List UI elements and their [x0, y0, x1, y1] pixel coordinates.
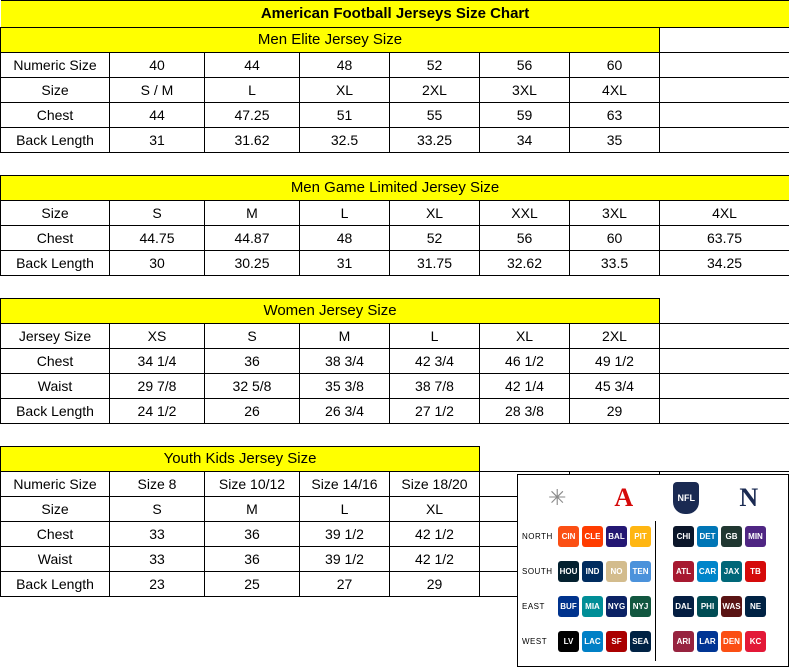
table-cell: 36 — [205, 349, 300, 374]
table-cell: Size 10/12 — [205, 472, 300, 497]
team-logo-icon: NE — [745, 596, 766, 617]
team-logo-icon: LV — [558, 631, 579, 652]
row-label: Size — [1, 497, 110, 522]
division-rows — [518, 519, 788, 659]
table-row — [1, 251, 789, 276]
table-cell: 63.75 — [660, 226, 789, 251]
table-cell: XL — [390, 201, 480, 226]
logo-header-row — [518, 475, 788, 519]
spacer-cell — [1, 276, 789, 299]
table-cell: 55 — [390, 103, 480, 128]
table-cell: XXL — [480, 201, 570, 226]
section-heading-row — [1, 28, 789, 53]
division-row — [522, 624, 784, 659]
section-spacer — [1, 424, 789, 447]
table-cell: M — [300, 324, 390, 349]
team-logo-icon: CAR — [697, 561, 718, 582]
team-group-nfc — [673, 596, 784, 617]
team-logo-icon: DEN — [721, 631, 742, 652]
table-cell: 49 1/2 — [570, 349, 660, 374]
team-logo-icon: LAC — [582, 631, 603, 652]
table-row — [1, 349, 789, 374]
team-logo-icon: BAL — [606, 526, 627, 547]
table-cell: 3XL — [570, 201, 660, 226]
table-row — [1, 53, 789, 78]
table-row — [1, 324, 789, 349]
division-label: SOUTH — [522, 567, 553, 576]
team-logo-icon: SEA — [630, 631, 651, 652]
blank-cell — [570, 447, 660, 472]
table-cell: 2XL — [570, 324, 660, 349]
table-cell: 35 3/8 — [300, 374, 390, 399]
row-label: Numeric Size — [1, 472, 110, 497]
table-cell: 38 7/8 — [390, 374, 480, 399]
team-logo-icon: KC — [745, 631, 766, 652]
spacer-cell — [1, 424, 789, 447]
table-cell: Size 14/16 — [300, 472, 390, 497]
team-logo-icon: PHI — [697, 596, 718, 617]
table-cell: 39 1/2 — [300, 547, 390, 572]
team-logo-icon: HOU — [558, 561, 579, 582]
table-cell: 33.5 — [570, 251, 660, 276]
table-cell: M — [205, 201, 300, 226]
division-label: WEST — [522, 637, 548, 646]
table-cell: S — [110, 201, 205, 226]
table-cell: 44.75 — [110, 226, 205, 251]
table-cell: 31 — [110, 128, 205, 153]
table-cell: L — [300, 497, 390, 522]
table-cell: 32.5 — [300, 128, 390, 153]
team-logo-icon: DET — [697, 526, 718, 547]
table-cell: Size 18/20 — [390, 472, 480, 497]
table-cell: 29 — [390, 572, 480, 597]
row-label: Waist — [1, 547, 110, 572]
row-label: Size — [1, 201, 110, 226]
row-label: Size — [1, 78, 110, 103]
table-cell: 47.25 — [205, 103, 300, 128]
empty-table-cell — [660, 374, 789, 399]
table-cell: 42 3/4 — [390, 349, 480, 374]
table-cell: 23 — [110, 572, 205, 597]
team-group-nfc — [673, 561, 784, 582]
table-cell: 38 3/4 — [300, 349, 390, 374]
team-group-nfc — [673, 526, 784, 547]
row-label: Back Length — [1, 399, 110, 424]
table-row — [1, 103, 789, 128]
table-cell: 2XL — [390, 78, 480, 103]
table-cell: Size 8 — [110, 472, 205, 497]
table-cell: 34 1/4 — [110, 349, 205, 374]
row-label: Back Length — [1, 128, 110, 153]
table-cell: 30.25 — [205, 251, 300, 276]
table-cell: 52 — [390, 53, 480, 78]
table-cell: 3XL — [480, 78, 570, 103]
section-heading-row — [1, 299, 789, 324]
team-logo-icon: DAL — [673, 596, 694, 617]
section-heading-row — [1, 447, 789, 472]
row-label: Chest — [1, 226, 110, 251]
row-label: Chest — [1, 522, 110, 547]
section-heading: Men Game Limited Jersey Size — [1, 176, 789, 201]
team-logo-icon: NYG — [606, 596, 627, 617]
table-cell: 26 3/4 — [300, 399, 390, 424]
table-cell: 29 — [570, 399, 660, 424]
team-logo-icon: ATL — [673, 561, 694, 582]
section-spacer — [1, 276, 789, 299]
row-label: Back Length — [1, 572, 110, 597]
team-logo-icon: GB — [721, 526, 742, 547]
table-cell: XL — [480, 324, 570, 349]
table-cell: 4XL — [570, 78, 660, 103]
team-logo-icon: CLE — [582, 526, 603, 547]
division-row — [522, 519, 784, 554]
table-cell: 40 — [110, 53, 205, 78]
team-logo-icon: MIN — [745, 526, 766, 547]
table-cell: 45 3/4 — [570, 374, 660, 399]
table-cell: 31.75 — [390, 251, 480, 276]
table-cell: 32.62 — [480, 251, 570, 276]
table-cell: 30 — [110, 251, 205, 276]
table-cell: 42 1/4 — [480, 374, 570, 399]
table-cell: 60 — [570, 226, 660, 251]
empty-table-cell — [660, 128, 789, 153]
table-cell: 51 — [300, 103, 390, 128]
table-cell: 44 — [110, 103, 205, 128]
table-cell: 26 — [205, 399, 300, 424]
table-cell: 59 — [480, 103, 570, 128]
team-logo-icon: IND — [582, 561, 603, 582]
table-row — [1, 374, 789, 399]
table-cell: 4XL — [660, 201, 789, 226]
star-icon: ✳ — [548, 485, 567, 510]
table-cell: XS — [110, 324, 205, 349]
empty-table-cell — [660, 103, 789, 128]
table-cell: XL — [390, 497, 480, 522]
blank-cell — [660, 299, 789, 324]
table-cell: 32 5/8 — [205, 374, 300, 399]
row-label: Chest — [1, 103, 110, 128]
spacer-cell — [1, 153, 789, 176]
division-row — [522, 554, 784, 589]
table-cell: 31 — [300, 251, 390, 276]
nfc-logo-icon: N — [739, 483, 759, 512]
team-logo-icon: BUF — [558, 596, 579, 617]
conference-divider — [655, 521, 656, 661]
table-row — [1, 78, 789, 103]
table-row — [1, 399, 789, 424]
row-label: Chest — [1, 349, 110, 374]
table-cell: 27 — [300, 572, 390, 597]
team-group-nfc — [673, 631, 784, 652]
table-cell: 56 — [480, 53, 570, 78]
table-cell: 48 — [300, 53, 390, 78]
row-label: Waist — [1, 374, 110, 399]
afc-logo-icon: A — [614, 483, 634, 512]
team-logo-icon: MIA — [582, 596, 603, 617]
nfl-team-logos-panel — [517, 474, 789, 667]
section-heading-row — [1, 176, 789, 201]
empty-table-cell — [660, 78, 789, 103]
table-cell: S — [110, 497, 205, 522]
table-cell: 27 1/2 — [390, 399, 480, 424]
table-cell: 52 — [390, 226, 480, 251]
nfl-shield-icon: NFL — [673, 482, 699, 514]
table-cell: 34.25 — [660, 251, 789, 276]
division-label: EAST — [522, 602, 545, 611]
table-cell: 33 — [110, 547, 205, 572]
table-cell: 44.87 — [205, 226, 300, 251]
table-cell: 46 1/2 — [480, 349, 570, 374]
table-cell: S — [205, 324, 300, 349]
team-logo-icon: TB — [745, 561, 766, 582]
table-cell: 28 3/8 — [480, 399, 570, 424]
table-cell: XL — [300, 78, 390, 103]
team-logo-icon: TEN — [630, 561, 651, 582]
empty-table-cell — [660, 349, 789, 374]
table-cell: 34 — [480, 128, 570, 153]
empty-table-cell — [660, 399, 789, 424]
table-cell: 56 — [480, 226, 570, 251]
section-spacer — [1, 153, 789, 176]
team-logo-icon: CHI — [673, 526, 694, 547]
table-cell: 31.62 — [205, 128, 300, 153]
team-logo-icon: NYJ — [630, 596, 651, 617]
team-logo-icon: ARI — [673, 631, 694, 652]
division-row — [522, 589, 784, 624]
blank-cell — [480, 447, 570, 472]
table-row — [1, 201, 789, 226]
team-logo-icon: JAX — [721, 561, 742, 582]
division-label: NORTH — [522, 532, 553, 541]
team-logo-icon: WAS — [721, 596, 742, 617]
table-cell: 42 1/2 — [390, 522, 480, 547]
team-logo-icon: NO — [606, 561, 627, 582]
table-cell: 25 — [205, 572, 300, 597]
row-label: Back Length — [1, 251, 110, 276]
page-title: American Football Jerseys Size Chart — [1, 1, 789, 28]
row-label: Numeric Size — [1, 53, 110, 78]
empty-table-cell — [660, 324, 789, 349]
table-cell: 24 1/2 — [110, 399, 205, 424]
table-cell: 60 — [570, 53, 660, 78]
table-cell: S / M — [110, 78, 205, 103]
team-logo-icon: PIT — [630, 526, 651, 547]
table-cell: M — [205, 497, 300, 522]
table-cell: L — [390, 324, 480, 349]
empty-table-cell — [660, 53, 789, 78]
section-heading: Men Elite Jersey Size — [1, 28, 660, 53]
table-cell: 42 1/2 — [390, 547, 480, 572]
team-logo-icon: CIN — [558, 526, 579, 547]
team-logo-icon: SF — [606, 631, 627, 652]
table-cell: 36 — [205, 522, 300, 547]
table-cell: 35 — [570, 128, 660, 153]
chart-title-row — [1, 1, 789, 28]
section-heading: Women Jersey Size — [1, 299, 660, 324]
table-row — [1, 128, 789, 153]
table-cell: 48 — [300, 226, 390, 251]
table-cell: 33 — [110, 522, 205, 547]
table-row — [1, 226, 789, 251]
table-cell: 29 7/8 — [110, 374, 205, 399]
table-cell: 44 — [205, 53, 300, 78]
table-cell: 33.25 — [390, 128, 480, 153]
table-cell: 36 — [205, 547, 300, 572]
blank-cell — [660, 447, 789, 472]
team-logo-icon: LAR — [697, 631, 718, 652]
row-label: Jersey Size — [1, 324, 110, 349]
table-cell: L — [205, 78, 300, 103]
table-cell: L — [300, 201, 390, 226]
section-heading: Youth Kids Jersey Size — [1, 447, 480, 472]
table-cell: 39 1/2 — [300, 522, 390, 547]
table-cell: 63 — [570, 103, 660, 128]
